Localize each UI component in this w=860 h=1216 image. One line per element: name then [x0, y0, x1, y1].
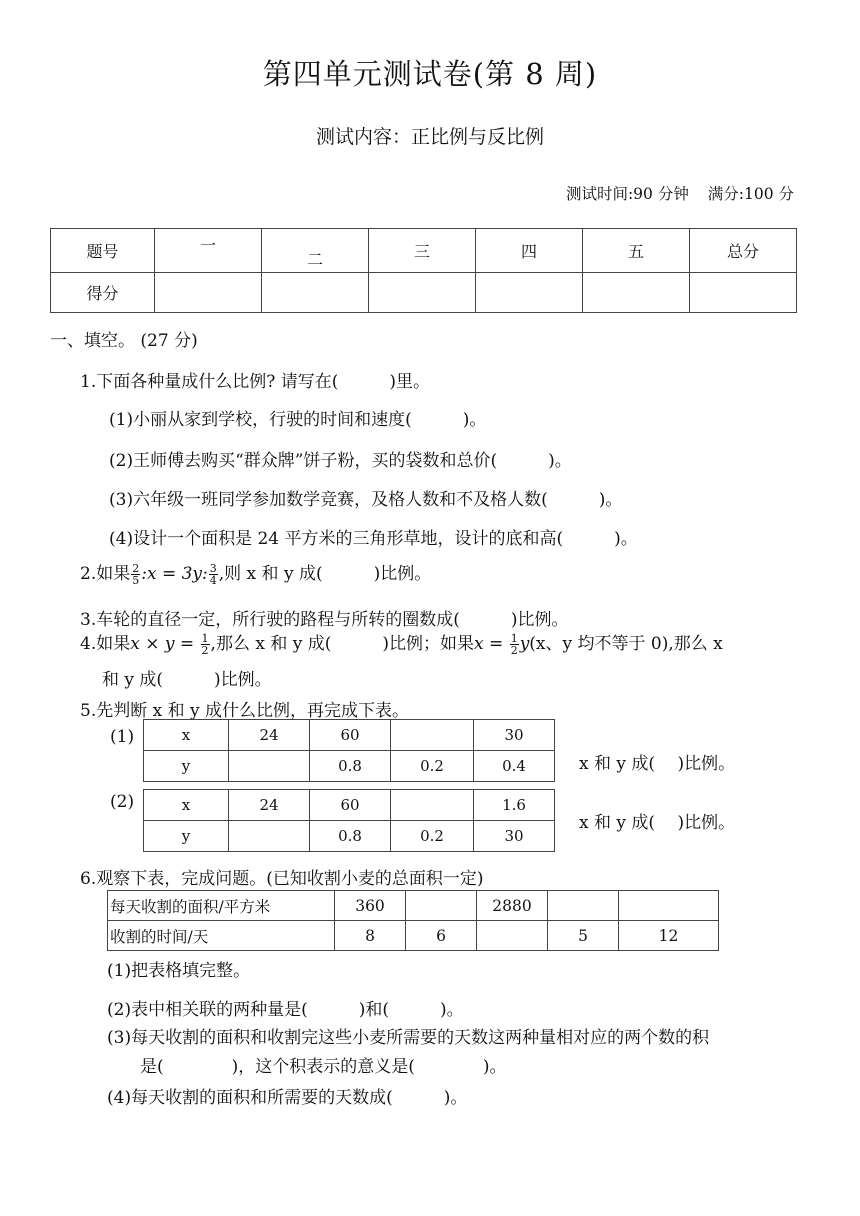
table-cell[interactable] [229, 821, 310, 852]
score-header-cell: 五 [583, 229, 690, 273]
score-header-cell: 题号 [51, 229, 155, 273]
table-cell: 12 [619, 921, 719, 951]
question-1-sub-1: (1)小丽从家到学校，行驶的时间和速度( )。 [109, 410, 487, 430]
question-6-sub-4: (4)每天收割的面积和所需要的天数成( )。 [107, 1088, 468, 1108]
table-cell: 24 [229, 790, 310, 821]
score-cell[interactable] [690, 273, 797, 313]
page-title: 第四单元测试卷(第 8 周) [262, 57, 598, 91]
q4-eq1: x × y = [130, 634, 195, 654]
question-6-sub-3: (3)每天收割的面积和收割完这些小麦所需要的天数这两种量相对应的两个数的积 [107, 1028, 710, 1048]
table-cell: 0.2 [391, 751, 474, 782]
fraction-numerator: 1 [510, 632, 518, 645]
score-header-cell: 一 [155, 229, 262, 273]
question-1-sub-2: (2)王师傅去购买“群众牌”饼子粉，买的袋数和总价( )。 [109, 451, 572, 471]
table-row [144, 821, 555, 852]
table-cell[interactable] [229, 751, 310, 782]
fraction-denominator: 2 [201, 644, 209, 657]
fraction [131, 563, 140, 586]
q5-table-1-answer: x 和 y 成( )比例。 [579, 754, 736, 774]
section-heading: 一、填空。 (27 分) [50, 331, 198, 351]
table-cell: 24 [229, 720, 310, 751]
fraction-denominator: 2 [510, 644, 518, 657]
score-header-cell: 二 [262, 229, 369, 273]
table-cell: 0.2 [391, 821, 474, 852]
table-cell: 6 [406, 921, 477, 951]
fraction-denominator: 4 [209, 574, 217, 587]
score-table-header-row [51, 229, 797, 273]
table-cell[interactable] [406, 891, 477, 921]
q6-table [107, 890, 719, 951]
table-row [108, 891, 719, 921]
score-cell[interactable] [369, 273, 476, 313]
question-1-sub-3: (3)六年级一班同学参加数学竞赛，及格人数和不及格人数( )。 [109, 490, 623, 510]
full-score: 满分:100 分 [707, 185, 794, 203]
question-6: 6.观察下表，完成问题。(已知收割小麦的总面积一定) [80, 869, 484, 889]
score-cell[interactable] [476, 273, 583, 313]
table-cell: 收割的时间/天 [108, 921, 335, 951]
q5-table-2 [143, 789, 555, 852]
fraction-numerator: 1 [201, 632, 209, 645]
question-4 [80, 629, 723, 656]
table-row [108, 921, 719, 951]
table-row [144, 720, 555, 751]
table-cell: 60 [310, 720, 391, 751]
test-time: 测试时间:90 分钟 [565, 185, 689, 203]
table-cell: 60 [310, 790, 391, 821]
q5-table-2-label: (2) [110, 792, 135, 812]
q4-eq3: y [519, 634, 530, 654]
table-cell: 30 [474, 720, 555, 751]
score-cell[interactable] [155, 273, 262, 313]
q5-table-1-label: (1) [110, 727, 135, 747]
fraction-numerator: 2 [132, 562, 140, 575]
q4-eq2: x = [474, 634, 504, 654]
page-subtitle: 测试内容：正比例与反比例 [315, 126, 544, 148]
table-cell: 0.4 [474, 751, 555, 782]
table-cell: 2880 [477, 891, 548, 921]
score-row-label: 得分 [51, 273, 155, 313]
table-cell: x [144, 720, 229, 751]
table-cell[interactable] [477, 921, 548, 951]
table-cell[interactable] [391, 790, 474, 821]
score-header-cell: 总分 [690, 229, 797, 273]
question-6-sub-2: (2)表中相关联的两种量是( )和( )。 [107, 1000, 464, 1020]
table-row [144, 751, 555, 782]
table-cell: 1.6 [474, 790, 555, 821]
q4-mid: ,那么 x 和 y 成( )比例；如果 [210, 634, 475, 654]
score-cell[interactable] [583, 273, 690, 313]
fraction [209, 563, 218, 586]
fraction-denominator: 5 [132, 574, 140, 587]
question-6-sub-1: (1)把表格填完整。 [107, 961, 251, 981]
test-meta [566, 182, 794, 204]
score-table [50, 228, 797, 313]
table-cell: 30 [474, 821, 555, 852]
q2-prefix: 2.如果 [80, 564, 131, 584]
question-1: 1.下面各种量成什么比例? 请写在( )里。 [80, 372, 431, 392]
table-row [144, 790, 555, 821]
table-cell: 每天收割的面积/平方米 [108, 891, 335, 921]
score-cell[interactable] [262, 273, 369, 313]
score-header-cell: 四 [476, 229, 583, 273]
table-cell[interactable] [619, 891, 719, 921]
fraction [201, 633, 210, 656]
fraction [510, 633, 519, 656]
q5-table-1 [143, 719, 555, 782]
table-cell[interactable] [391, 720, 474, 751]
table-cell: y [144, 751, 229, 782]
table-cell[interactable] [548, 891, 619, 921]
table-cell: 8 [335, 921, 406, 951]
question-4-line-2: 和 y 成( )比例。 [102, 670, 272, 690]
question-5: 5.先判断 x 和 y 成什么比例，再完成下表。 [80, 701, 410, 721]
q2-equation: :x = 3y: [141, 564, 208, 584]
table-cell: 360 [335, 891, 406, 921]
question-3: 3.车轮的直径一定，所行驶的路程与所转的圈数成( )比例。 [80, 610, 569, 630]
table-cell: 5 [548, 921, 619, 951]
question-6-sub-3-cont: 是( )，这个积表示的意义是( )。 [140, 1057, 507, 1077]
q2-suffix: ,则 x 和 y 成( )比例。 [218, 564, 432, 584]
table-cell: x [144, 790, 229, 821]
q5-table-2-answer: x 和 y 成( )比例。 [579, 813, 736, 833]
table-cell: 0.8 [310, 751, 391, 782]
score-table-score-row [51, 273, 797, 313]
fraction-numerator: 3 [209, 562, 217, 575]
score-header-cell: 三 [369, 229, 476, 273]
table-cell: y [144, 821, 229, 852]
q4-suffix: (x、y 均不等于 0),那么 x [529, 634, 723, 654]
question-2 [80, 559, 431, 586]
table-cell: 0.8 [310, 821, 391, 852]
q4-prefix: 4.如果 [80, 634, 131, 654]
question-1-sub-4: (4)设计一个面积是 24 平方米的三角形草地，设计的底和高( )。 [109, 529, 638, 549]
